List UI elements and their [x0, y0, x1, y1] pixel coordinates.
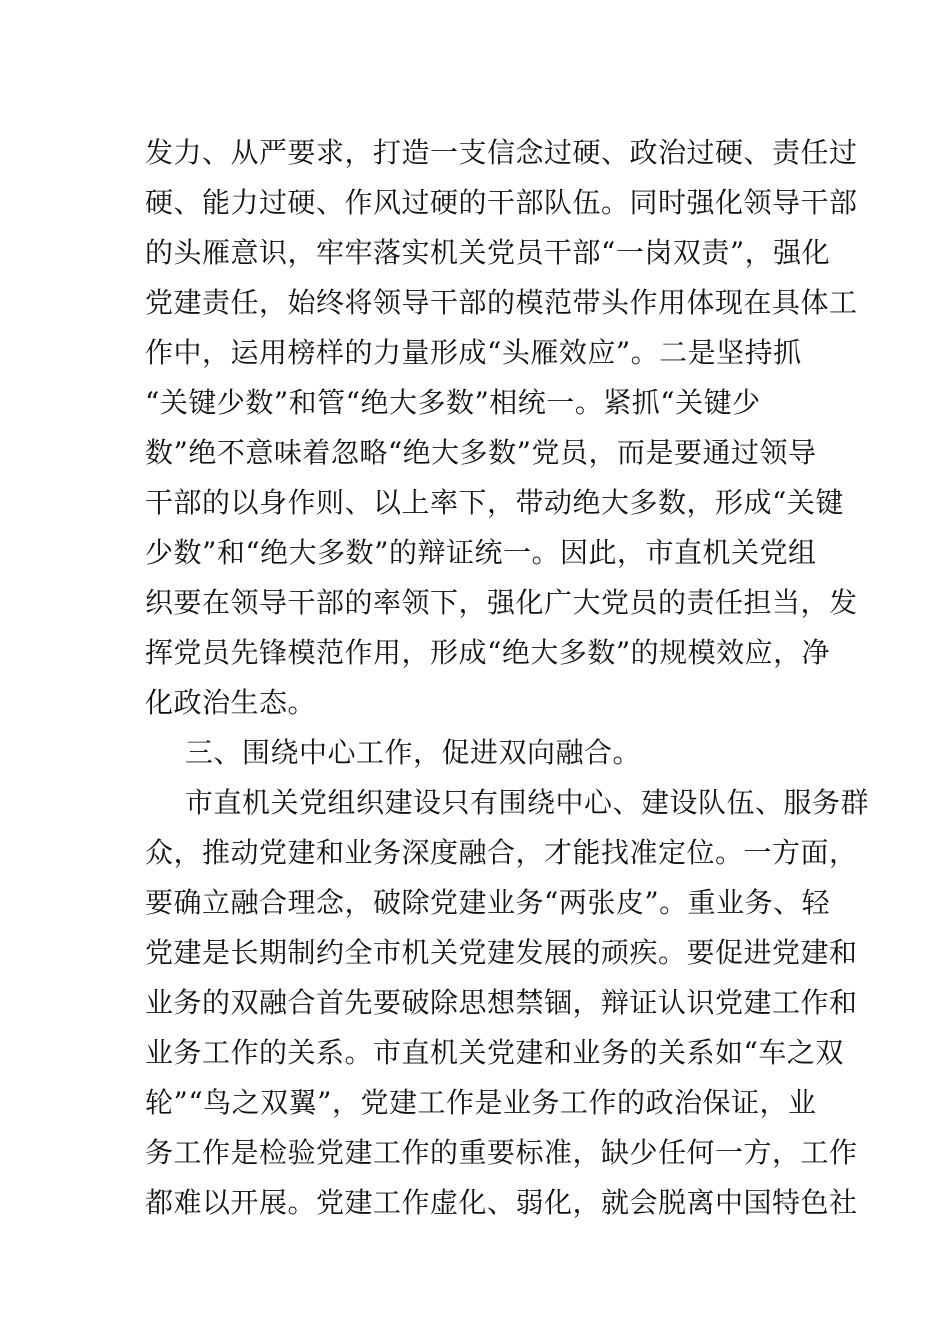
text-line: 业务的双融合首先要破除思想禁锢，辩证认识党建工作和: [145, 986, 858, 1019]
text-line: 要确立融合理念，破除党建业务“两张皮”。重业务、轻: [145, 886, 831, 919]
text-line: 发力、从严要求，打造一支信念过硬、政治过硬、责任过: [145, 136, 858, 169]
text-line: 织要在领导干部的率领下，强化广大党员的责任担当，发: [145, 586, 858, 619]
text-line: 硬、能力过硬、作风过硬的干部队伍。同时强化领导干部: [145, 186, 858, 219]
text-line: 务工作是检验党建工作的重要标准，缺少任何一方，工作: [145, 1136, 858, 1169]
text-line: 都难以开展。党建工作虚化、弱化，就会脱离中国特色社: [145, 1186, 858, 1219]
text-line: “关键少数”和管“绝大多数”相统一。紧抓“关键少: [145, 386, 761, 419]
text-line: 化政治生态。: [145, 686, 317, 719]
text-line: 挥党员先锋模范作用，形成“绝大多数”的规模效应，净: [145, 636, 831, 669]
text-line: 干部的以身作则、以上率下，带动绝大多数，形成“关键: [145, 486, 844, 519]
text-line: 党建责任，始终将领导干部的模范带头作用体现在具体工: [145, 286, 858, 319]
text-line: 数”绝不意味着忽略“绝大多数”党员，而是要通过领导: [145, 436, 817, 469]
text-line: 业务工作的关系。市直机关党建和业务的关系如“车之双: [145, 1036, 844, 1069]
paragraph-first-line: 市直机关党组织建设只有围绕中心、建设队伍、服务群: [185, 786, 870, 819]
text-line: 少数”和“绝大多数”的辩证统一。因此，市直机关党组: [145, 536, 817, 569]
section-heading: 三、围绕中心工作，促进双向融合。: [185, 736, 642, 769]
text-line: 的头雁意识，牢牢落实机关党员干部“一岗双责”，强化: [145, 236, 831, 269]
text-line: 党建是长期制约全市机关党建发展的顽疾。要促进党建和: [145, 936, 858, 969]
text-line: 众，推动党建和业务深度融合，才能找准定位。一方面，: [145, 836, 858, 869]
text-line: 轮”“鸟之双翼”，党建工作是业务工作的政治保证，业: [145, 1086, 817, 1119]
text-line: 作中，运用榜样的力量形成“头雁效应”。二是坚持抓: [145, 336, 802, 369]
